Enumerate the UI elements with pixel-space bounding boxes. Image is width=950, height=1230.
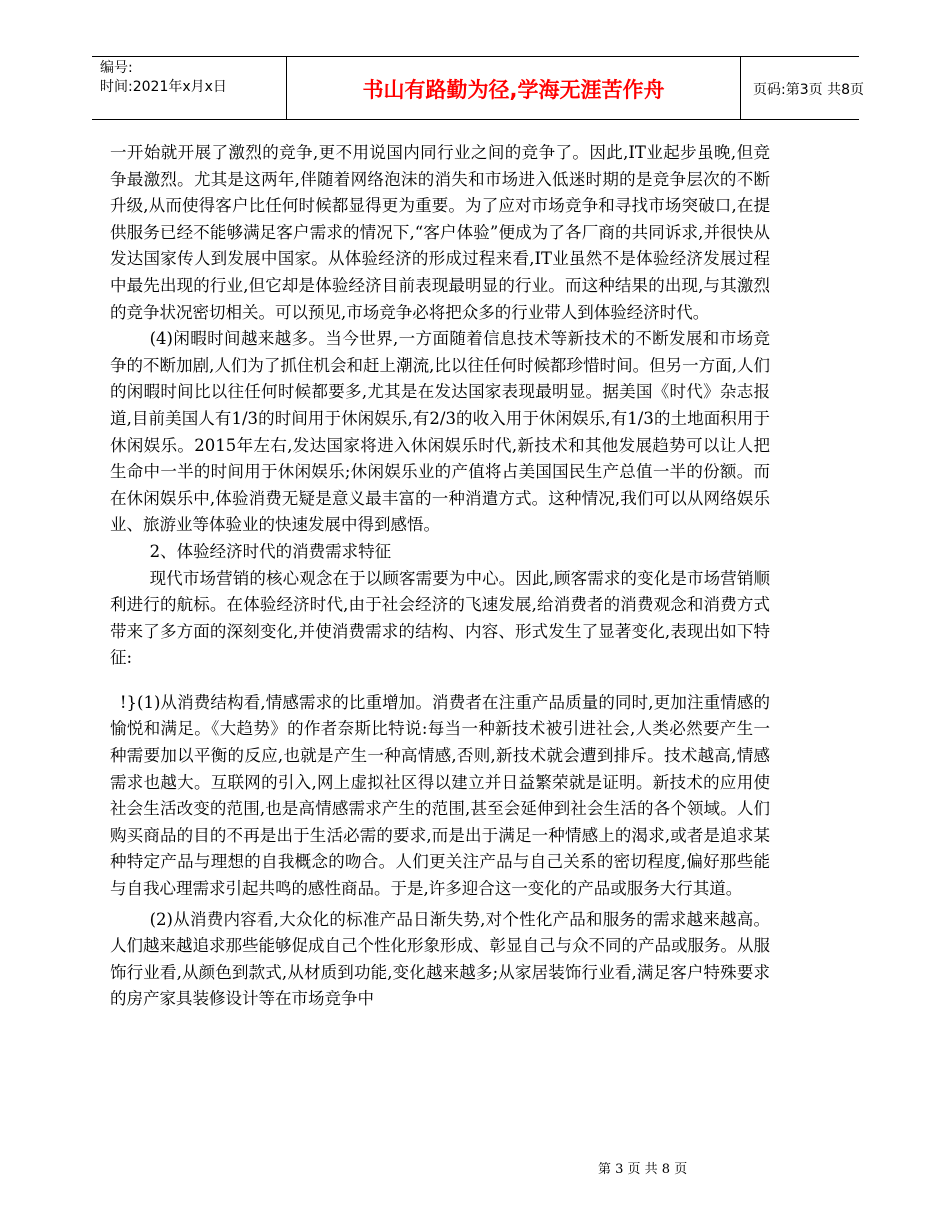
- paragraph-consumption-structure: !}(1)从消费结构看,情感需求的比重增加。消费者在注重产品质量的同时,更加注重情感的愉悦和满足。《大趋势》的作者奈斯比特说:每当一种新技术被引进社会,人类必然要产生一种需要加以平衡的反应,也就是产生一种高情感,否则,新技术就会遭到排斥。技术越高,情感需求也越大。互联网的引入,网上虚拟社区得以建立并日益繁荣就是证明。新技术的应用使社会生活改变的范围,也是高情感需求产生的范围,甚至会延伸到社会生活的各个领域。人们购买商品的目的不再是出于生活必需的要求,而是出于满足一种情感上的渴求,或者是追求某种特定产品与理想的自我概念的吻合。人们更关注产品与自己关系的密切程度,偏好那些能与自我心理需求引起共鸣的感性商品。于是,许多迎合这一变化的产品或服务大行其道。: [110, 692, 770, 899]
- paragraph-leisure-time: (4)闲暇时间越来越多。当今世界,一方面随着信息技术等新技术的不断发展和市场竞争的不断加剧,人们为了抓住机会和赶上潮流,比以往任何时候都珍惜时间。但另一方面,人们的闲暇时间比以往任何时候都要多,尤其是在发达国家表现最明显。据美国《时代》杂志报道,目前美国人有1/3的时间用于休闲娱乐,有2/3的收入用于休闲娱乐,有1/3的土地面积用于休闲娱乐。2015年左右,发达国家将进入休闲娱乐时代,新技术和其他发展趋势可以让人把生命中一半的时间用于休闲娱乐;休闲娱乐业的产值将占美国国民生产总值一半的份额。而在休闲娱乐中,体验消费无疑是意义最丰富的一种消遣方式。这种情况,我们可以从网络娱乐业、旅游业等体验业的快速发展中得到感悟。: [110, 329, 770, 535]
- page-footer: 第 3 页 共 8 页: [598, 1162, 688, 1177]
- header-motto: 书山有路勤为径,学海无涯苦作舟: [287, 57, 741, 120]
- page-header: [92, 56, 864, 120]
- paragraph-continuation: 一开始就开展了激烈的竞争,更不用说国内同行业之间的竞争了。因此,IT业起步虽晚,但竞争最激烈。尤其是这两年,伴随着网络泡沫的消失和市场进入低迷时期的是竞争层次的不断升级,从而使得客户比任何时候都显得更为重要。为了应对市场竞争和寻找市场突破口,在提供服务已经不能够满足客户需求的情况下,“客户体验”便成为了各厂商的共同诉求,并很快从发达国家传人到发展中国家。从体验经济的形成过程来看,IT业虽然不是体验经济发展过程中最先出现的行业,但它却是体验经济目前表现最明显的行业。而这种结果的出现,与其激烈的竞争状况密切相关。可以预见,市场竞争必将把众多的行业带人到体验经济时代。: [110, 143, 770, 322]
- document-time-label: 时间:2021年x月x日: [100, 79, 227, 95]
- paragraph-marketing-core: 现代市场营销的核心观念在于以顾客需要为中心。因此,顾客需求的变化是市场营销顺利进行的航标。在体验经济时代,由于社会经济的飞速发展,给消费者的消费观念和消费方式带来了多方面的深刻变化,并使消费需求的结构、内容、形式发生了显著变化,表现出如下特征:: [110, 568, 770, 668]
- section-heading: 2、体验经济时代的消费需求特征: [149, 541, 392, 561]
- document-number-label: 编号:: [100, 60, 133, 76]
- header-meta: [92, 57, 287, 120]
- document-body: [110, 140, 770, 1013]
- header-page-number: 页码:第3页 共8页: [753, 81, 864, 98]
- paragraph-consumption-content: (2)从消费内容看,大众化的标准产品日渐失势,对个性化产品和服务的需求越来越高。人们越来越追求那些能够促成自己个性化形象形成、彰显自己与众不同的产品或服务。从服饰行业看,从颜色到款式,从材质到功能,变化越来越多;从家居装饰行业看,满足客户特殊要求的房产家具装修设计等在市场竞争中: [110, 909, 770, 1009]
